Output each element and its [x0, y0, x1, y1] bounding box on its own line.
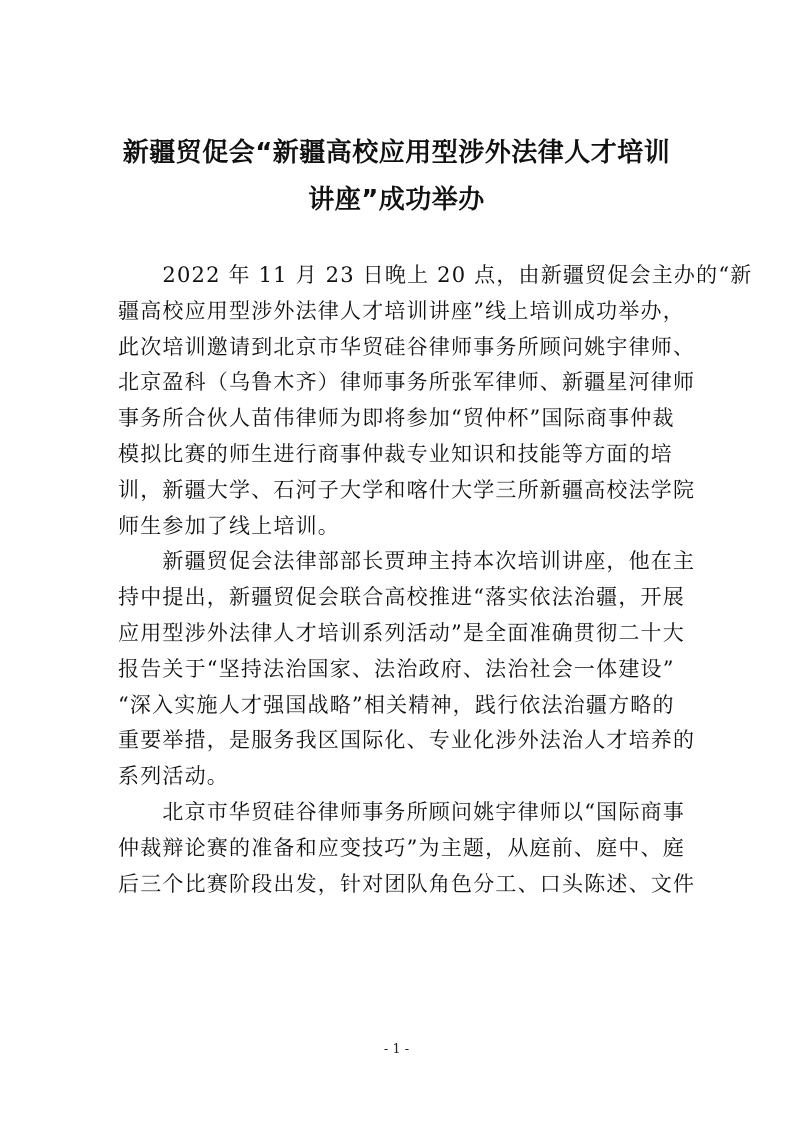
page-number: - 1 - — [383, 1042, 410, 1057]
text-line: 师生参加了线上培训。 — [118, 513, 340, 538]
text-line: 持中提出，新疆贸促会联合高校推进“落实依法治疆，开展 — [118, 585, 685, 610]
text-line: 2022 年 11 月 23 日晚上 20 点，由新疆贸促会主办的“新 — [118, 263, 753, 287]
text-line: 重要举措，是服务我区国际化、专业化涉外法治人才培养的 — [118, 728, 696, 753]
title-line: 讲座”成功举办 — [308, 185, 485, 215]
paragraph — [118, 544, 696, 795]
text-line: “深入实施人才强国战略”相关精神，践行依法治疆方略的 — [118, 692, 675, 717]
text-line: 后三个比赛阶段出发，针对团队角色分工、口头陈述、文件 — [118, 871, 696, 896]
text-line: 北京盈科（乌鲁木齐）律师事务所张军律师、新疆星河律师 — [118, 370, 696, 395]
title-line: 新疆贸促会“新疆高校应用型涉外法律人才培训 — [122, 138, 671, 168]
text-line: 模拟比赛的师生进行商事仲裁专业知识和技能等方面的培 — [118, 441, 673, 466]
text-line: 仲裁辩论赛的准备和应变技巧”为主题，从庭前、庭中、庭 — [118, 835, 685, 860]
text-line: 北京市华贸硅谷律师事务所顾问姚宇律师以“国际商事 — [118, 799, 685, 824]
text-line: 系列活动。 — [118, 764, 229, 789]
text-line: 新疆贸促会法律部部长贾珅主持本次培训讲座，他在主 — [118, 549, 696, 574]
paragraph — [118, 795, 696, 902]
paragraph — [118, 258, 753, 544]
text-line: 此次培训邀请到北京市华贸硅谷律师事务所顾问姚宇律师、 — [118, 334, 696, 359]
text-line: 事务所合伙人苗伟律师为即将参加“贸仲杯”国际商事仲裁 — [118, 406, 675, 431]
document-title — [100, 130, 693, 224]
text-line: 疆高校应用型涉外法律人才培训讲座”线上培训成功举办， — [118, 298, 685, 323]
text-line: 应用型涉外法律人才培训系列活动”是全面准确贯彻二十大 — [118, 620, 685, 645]
document-body — [118, 258, 753, 902]
text-line: 报告关于“坚持法治国家、法治政府、法治社会一体建设” — [118, 656, 675, 681]
text-line: 训，新疆大学、石河子大学和喀什大学三所新疆高校法学院 — [118, 477, 696, 502]
